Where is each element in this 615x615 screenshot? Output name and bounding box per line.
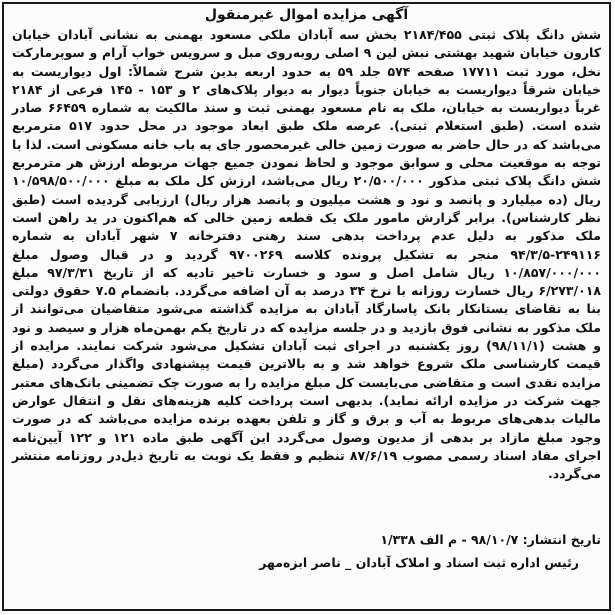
auction-notice: [2, 2, 611, 611]
notice-body: شش دانگ پلاک ثبتی ۲۱۸۴/۴۵۵ بخش سه آبادان ملکی مسعود بهمنی به نشانی آبادان خیابان کارون خیابان شهید بهشتی نبش لین ۹ اصلی روبه‌روی مبل و سرویس خواب آرام و سوپرمارکت نخل، مورد ثبت ۱۷۷۱۱ صفحه ۵۷۴ جلد ۵۹ به حدود اربعه بدین شرح شمالاً: اول دیواریست به خیابان شرقاً دیواریست به خیابان جنوباً دیوار به دیوار پلاک‌های ۲ و ۱۵۳ - ۱۴۵ فرعی از ۲۱۸۴ غرباً دیواریست به خیابان، ملک به نام مسعود بهمنی ثبت و سند مالکیت به شماره ۶۶۴۵۹ صادر شده است. (طبق استعلام ثبتی). عرصه ملک طبق ابعاد موجود در محل حدود ۵۱۷ مترمربع می‌باشد که در حال حاضر به صورت زمین خالی غیرمحصور جای به باب خانه مسکونی است. لذا با توجه به موقعیت محلی و سوابق موجود و لحاظ نمودن جمیع جهات مربوطه ارزش هر مترمربع شش دانگ پلاک ثبتی مذکور ۲۰/۵۰۰/۰۰۰ ریال می‌باشد، ارزش کل ملک به مبلغ ۱۰/۵۹۸/۵۰۰/۰۰۰ ریال (ده میلیارد و پانصد و نود و هشت میلیون و پانصد هزار ریال) ارزیابی گردیده است (طبق نظر کارشناس). برابر گزارش مامور ملک یک قطعه زمین خالی که هم‌اکنون در ید راهن است ملک مذکور به دلیل عدم پرداخت بدهی سند رهنی دفترخانه ۷ شهر آبادان به شماره ۲۴۹۱۱۶-۹۴/۳/۵ منجر به تشکیل پرونده کلاسه ۹۷۰۰۲۶۹ گردید و در قبال وصول مبلغ ۱۰/۸۵۷/۰۰۰/۰۰۰ ریال شامل اصل و سود و خسارت تاخیر تادیه که از تاریخ ۹۷/۳/۳۱ مبلغ ۶/۲۷۳/۰۱۸ ریال خسارت روزانه با نرخ ۳۴ درصد به آن اضافه می‌گردد. بانضمام ۷.۵ حقوق دولتی بنا به تقاضای بستانکار بانک پاسارگاد آبادان به مزایده گذاشته می‌شود متقاضیان می‌توانند از ملک مذکور به نشانی فوق بازدید و در جلسه مزایده که در تاریخ یکم بهمن‌ماه هزار و سیصد و نود و هشت (۹۸/۱۱/۱) روز یکشنبه در اجرای ثبت آبادان تشکیل می‌شود شرکت نمایند. مزایده از قیمت کارشناسی ملک شروع خواهد شد و به بالاترین قیمت پیشنهادی واگذار می‌گردد (مبلغ مزایده نقدی است و متقاضی می‌بایست کل مبلغ مزایده را به صورت چک تضمینی بانک‌های معتبر جهت شرکت در مزایده ارائه نماید). بدیهی است پرداخت کلیه هزینه‌های نقل و انتقال عوارض مالیات بدهی‌های مربوط به آب و برق و گاز و تلفن بعهده برنده مزایده می‌باشد که در صورت وجود مبلغ مازاد بر بدهی از مدیون وصول می‌گردد این آگهی طبق ماده ۱۲۱ و ۱۲۲ آیین‌نامه اجرای مفاد اسناد رسمی مصوب ۸۷/۶/۱۹ تنظیم و فقط یک نوبت به تاریخ ذیل‌در روزنامه منتشر می‌گردد.: [12, 27, 602, 482]
notice-title: آگهی مزایده اموال غیرمنقول: [204, 7, 409, 23]
publication-date: تاریخ انتشار: ۹۸/۱۰/۷ - م الف ۱/۳۳۸: [380, 532, 601, 547]
signature-line: رئیس اداره ثبت اسناد و املاک آبادان _ ناصر ابزه‌مهر: [259, 555, 579, 570]
